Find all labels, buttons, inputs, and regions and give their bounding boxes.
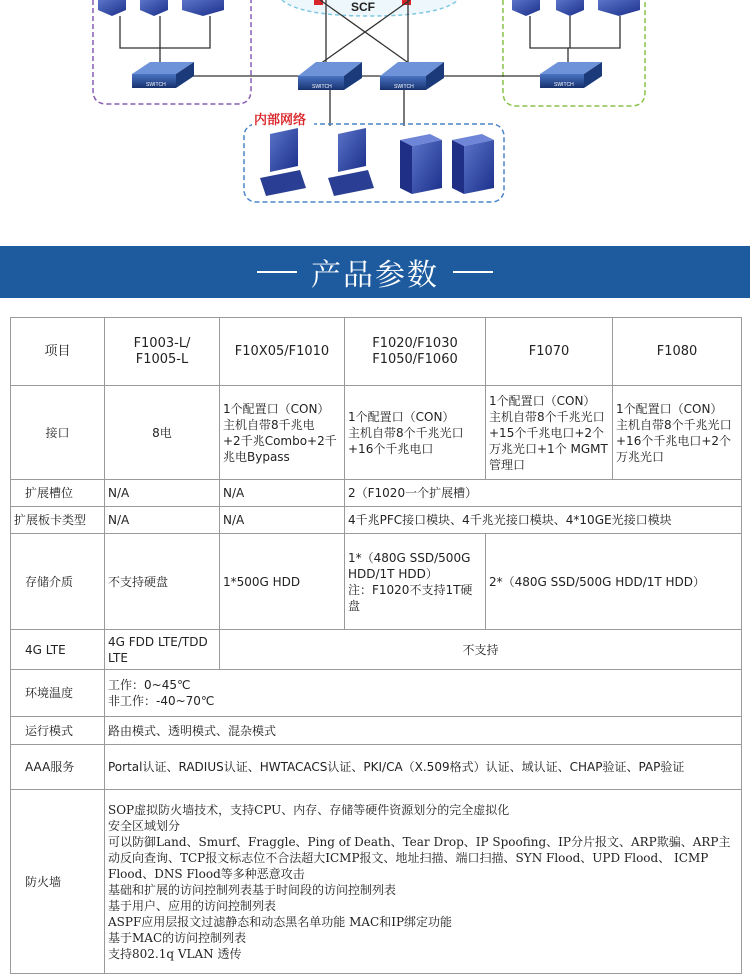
- row-temperature: [11, 670, 742, 717]
- right-zone-border: [503, 0, 645, 106]
- storage-f10x05: 1*500G HDD: [220, 534, 345, 630]
- svg-text:SWITCH: SWITCH: [146, 82, 166, 88]
- firewall-line: SOP虚拟防火墙技术，支持CPU、内存、存储等硬件资源划分的完全虚拟化: [108, 802, 510, 817]
- switch-icon: [298, 62, 362, 90]
- topology-graphic: [0, 0, 750, 246]
- header-f10x05: F10X05/F1010: [220, 318, 345, 386]
- storage-rest: 2*（480G SSD/500G HDD/1T HDD）: [486, 534, 742, 630]
- expansion-slot-f1003: N/A: [105, 480, 220, 507]
- row-storage: [11, 534, 742, 630]
- row-lte: [11, 630, 742, 670]
- card-type-label: 扩展板卡类型: [11, 507, 105, 534]
- row-interface: [11, 386, 742, 480]
- svg-text:SWITCH: SWITCH: [312, 84, 332, 90]
- mode-value: 路由模式、透明模式、混杂模式: [105, 717, 742, 745]
- switch-icon: [540, 62, 602, 88]
- switch-icon: [132, 62, 194, 88]
- product-parameter-table: [10, 317, 742, 974]
- firewall-line: 基础和扩展的访问控制列表基于时间段的访问控制列表: [108, 882, 397, 897]
- svg-text:SWITCH: SWITCH: [554, 82, 574, 88]
- interface-f1080: 1个配置口（CON） 主机自带8个千兆光口 +16个千兆电口+2个万兆光口: [613, 386, 742, 480]
- interface-f10x05: 1个配置口（CON） 主机自带8千兆电 +2千兆Combo+2千兆电Bypass: [220, 386, 345, 480]
- interface-f1070: 1个配置口（CON） 主机自带8个千兆光口 +15个千兆电口+2个万兆光口+1个 MGMT管理口: [486, 386, 613, 480]
- expansion-slot-label: 扩展槽位: [11, 480, 105, 507]
- computer-icon: [328, 128, 374, 196]
- wires: [120, 0, 620, 126]
- row-mode: [11, 717, 742, 745]
- header-f1003: F1003-L/ F1005-L: [105, 318, 220, 386]
- left-zone-border: [93, 0, 251, 104]
- interface-f1003: 8电: [105, 386, 220, 480]
- header-f1020: F1020/F1030 F1050/F1060: [345, 318, 486, 386]
- storage-f1020: 1*（480G SSD/500G HDD/1T HDD） 注：F1020不支持1T硬盘: [345, 534, 486, 630]
- banner-dash-left: [257, 271, 297, 273]
- firewall-label: 防火墙: [11, 790, 105, 974]
- svg-text:SWITCH: SWITCH: [394, 84, 414, 90]
- lte-label: 4G LTE: [11, 630, 105, 670]
- header-item: 项目: [11, 318, 105, 386]
- card-type-f10x05: N/A: [220, 507, 345, 534]
- firewall-value: [105, 790, 742, 974]
- header-row: [11, 318, 742, 386]
- interface-label: 接口: [11, 386, 105, 480]
- switch-icon: [380, 62, 444, 90]
- header-f1080: F1080: [613, 318, 742, 386]
- firewall-line: 基于用户、应用的访问控制列表: [108, 898, 277, 913]
- row-aaa: [11, 745, 742, 790]
- computer-icon: [260, 128, 306, 196]
- firewall-line: 基于MAC的访问控制列表: [108, 930, 247, 945]
- temperature-label: 环境温度: [11, 670, 105, 717]
- cloud-label: SCF: [351, 0, 375, 14]
- header-f1070: F1070: [486, 318, 613, 386]
- row-firewall: [11, 790, 742, 974]
- aaa-value: Portal认证、RADIUS认证、HWTACACS认证、PKI/CA（X.509格式）认证、域认证、CHAP验证、PAP验证: [105, 745, 742, 790]
- section-banner: [0, 246, 750, 298]
- card-type-f1003: N/A: [105, 507, 220, 534]
- row-expansion-slot: [11, 480, 742, 507]
- internal-network-label: 内部网络: [254, 113, 307, 128]
- server-icon: [400, 134, 442, 194]
- lte-rest: 不支持: [220, 630, 742, 670]
- firewall-line: ASPF应用层报文过滤静态和动态黑名单功能 MAC和IP绑定功能: [108, 914, 453, 929]
- storage-label: 存储介质: [11, 534, 105, 630]
- temperature-value: 工作：0~45℃ 非工作：-40~70℃: [105, 670, 742, 717]
- right-server-group: [512, 0, 640, 16]
- banner-dash-right: [453, 271, 493, 273]
- aaa-label: AAA服务: [11, 745, 105, 790]
- server-icon: [452, 134, 494, 194]
- interface-f1020: 1个配置口（CON） 主机自带8个千兆光口 +16个千兆电口: [345, 386, 486, 480]
- expansion-slot-rest: 2（F1020一个扩展槽）: [345, 480, 742, 507]
- row-card-type: [11, 507, 742, 534]
- mode-label: 运行模式: [11, 717, 105, 745]
- firewall-line: 安全区域划分: [108, 818, 181, 833]
- banner-title: 产品参数: [311, 258, 439, 293]
- card-type-rest: 4千兆PFC接口模块、4千兆光接口模块、4*10GE光接口模块: [345, 507, 742, 534]
- storage-f1003: 不支持硬盘: [105, 534, 220, 630]
- firewall-line: 可以防御Land、Smurf、Fraggle、Ping of Death、Tear Drop、IP Spoofing、IP分片报文、ARP欺骗、ARP主动反向查询、TCP报文标志位不合法超大ICMP报文、地址扫描、端口扫描、SYN Flood、UPD Flood、 ICMP Flood、DNS Flood等多种恶意攻击: [108, 834, 731, 881]
- firewall-line: 支持802.1q VLAN 透传: [108, 946, 242, 961]
- lte-f1003: 4G FDD LTE/TDD LTE: [105, 630, 220, 670]
- left-server-group: [98, 0, 224, 16]
- expansion-slot-f10x05: N/A: [220, 480, 345, 507]
- network-diagram: [0, 0, 750, 246]
